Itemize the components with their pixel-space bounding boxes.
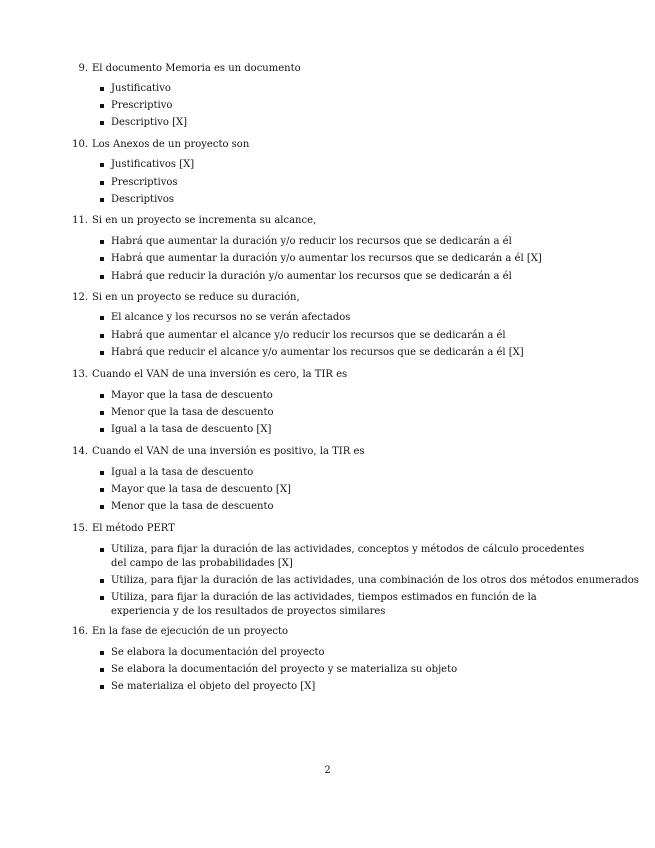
bullet-icon [100, 104, 104, 108]
option-text: Igual a la tasa de descuento [111, 467, 254, 478]
list-item [111, 193, 598, 207]
list-item [111, 116, 598, 130]
option-text: Habrá que aumentar la duración y/o reducir los recursos que se dedicarán a él [111, 236, 512, 247]
option-text: Justificativos [X] [111, 159, 195, 170]
list-item [111, 574, 639, 588]
option-text: Utiliza, para fijar la duración de las actividades, una combinación de los otros dos métodos enumerados [111, 575, 639, 586]
list-item [111, 591, 598, 619]
question-9 [66, 62, 598, 76]
list-item [111, 311, 598, 325]
option-text: Habrá que reducir la duración y/o aumentar los recursos que se dedicarán a él [111, 271, 512, 282]
bullet-icon [100, 121, 104, 125]
option-text: Prescriptivo [111, 100, 173, 111]
list-item [111, 663, 598, 677]
question-16 [66, 625, 598, 639]
option-text: Se materializa el objeto del proyecto [X] [111, 681, 316, 692]
list-item [111, 500, 598, 514]
list-item [111, 680, 598, 694]
question-text: El método PERT [92, 523, 175, 534]
bullet-icon [100, 668, 104, 672]
question-11 [66, 214, 598, 228]
bullet-icon [100, 181, 104, 185]
question-text: Si en un proyecto se incrementa su alcance, [92, 215, 317, 226]
list-item [111, 646, 598, 660]
question-number: 9. [78, 63, 88, 74]
option-text: Habrá que aumentar el alcance y/o reducir los recursos que se dedicarán a él [111, 330, 506, 341]
list-item [111, 252, 598, 266]
list-item [111, 235, 598, 249]
bullet-icon [100, 488, 104, 492]
list-item [111, 346, 598, 360]
option-text: Descriptivo [X] [111, 117, 188, 128]
question-12 [66, 291, 598, 305]
bullet-icon [100, 471, 104, 475]
option-text: Se elabora la documentación del proyecto y se materializa su objeto [111, 664, 458, 675]
bullet-icon [100, 257, 104, 261]
bullet-icon [100, 579, 104, 583]
bullet-icon [100, 685, 104, 689]
question-14 [66, 445, 598, 459]
list-item [111, 543, 598, 571]
bullet-icon [100, 163, 104, 167]
question-10 [66, 138, 598, 152]
bullet-icon [100, 87, 104, 91]
question-number: 12. [72, 292, 88, 303]
list-item [111, 389, 598, 403]
bullet-icon [100, 198, 104, 202]
list-item [111, 176, 598, 190]
list-item [111, 99, 598, 113]
bullet-icon [100, 411, 104, 415]
bullet-icon [100, 240, 104, 244]
option-text: Utiliza, para fijar la duración de las actividades, tiempos estimados en función de la experiencia y de los resultados de proyectos similares [111, 592, 537, 617]
question-number: 11. [72, 215, 88, 226]
list-item [111, 270, 598, 284]
bullet-icon [100, 316, 104, 320]
question-13 [66, 368, 598, 382]
option-text: Habrá que reducir el alcance y/o aumentar los recursos que se dedicarán a él [X] [111, 347, 524, 358]
option-text: Utiliza, para fijar la duración de las actividades, conceptos y métodos de cálculo procedentes del campo de las probabilidades [X] [111, 544, 585, 569]
question-number: 15. [72, 523, 88, 534]
page-number: 2 [324, 765, 331, 776]
option-text: El alcance y los recursos no se verán afectados [111, 312, 351, 323]
list-item [111, 423, 598, 437]
option-text: Descriptivos [111, 194, 175, 205]
question-text: Si en un proyecto se reduce su duración, [92, 292, 300, 303]
bullet-icon [100, 596, 104, 600]
bullet-icon [100, 334, 104, 338]
question-text: Cuando el VAN de una inversión es positivo, la TIR es [92, 446, 365, 457]
question-number: 16. [72, 626, 88, 637]
list-item [111, 82, 598, 96]
option-text: Prescriptivos [111, 177, 178, 188]
option-text: Igual a la tasa de descuento [X] [111, 424, 272, 435]
question-text: En la fase de ejecución de un proyecto [92, 626, 289, 637]
bullet-icon [100, 428, 104, 432]
bullet-icon [100, 505, 104, 509]
question-number: 10. [72, 139, 88, 150]
option-text: Justificativo [111, 83, 171, 94]
bullet-icon [100, 351, 104, 355]
list-item [111, 483, 598, 497]
question-text: Cuando el VAN de una inversión es cero, la TIR es [92, 369, 348, 380]
bullet-icon [100, 394, 104, 398]
option-text: Menor que la tasa de descuento [111, 501, 274, 512]
option-text: Mayor que la tasa de descuento [X] [111, 484, 291, 495]
list-item [111, 158, 598, 172]
list-item [111, 329, 598, 343]
option-text: Habrá que aumentar la duración y/o aumentar los recursos que se dedicarán a él [X] [111, 253, 542, 264]
question-number: 13. [72, 369, 88, 380]
option-text: Mayor que la tasa de descuento [111, 390, 273, 401]
question-text: El documento Memoria es un documento [92, 63, 301, 74]
option-text: Menor que la tasa de descuento [111, 407, 274, 418]
bullet-icon [100, 651, 104, 655]
list-item [111, 466, 598, 480]
bullet-icon [100, 548, 104, 552]
list-item [111, 406, 598, 420]
option-text: Se elabora la documentación del proyecto [111, 647, 325, 658]
question-number: 14. [72, 446, 88, 457]
bullet-icon [100, 275, 104, 279]
question-15 [66, 522, 598, 536]
question-text: Los Anexos de un proyecto son [92, 139, 250, 150]
